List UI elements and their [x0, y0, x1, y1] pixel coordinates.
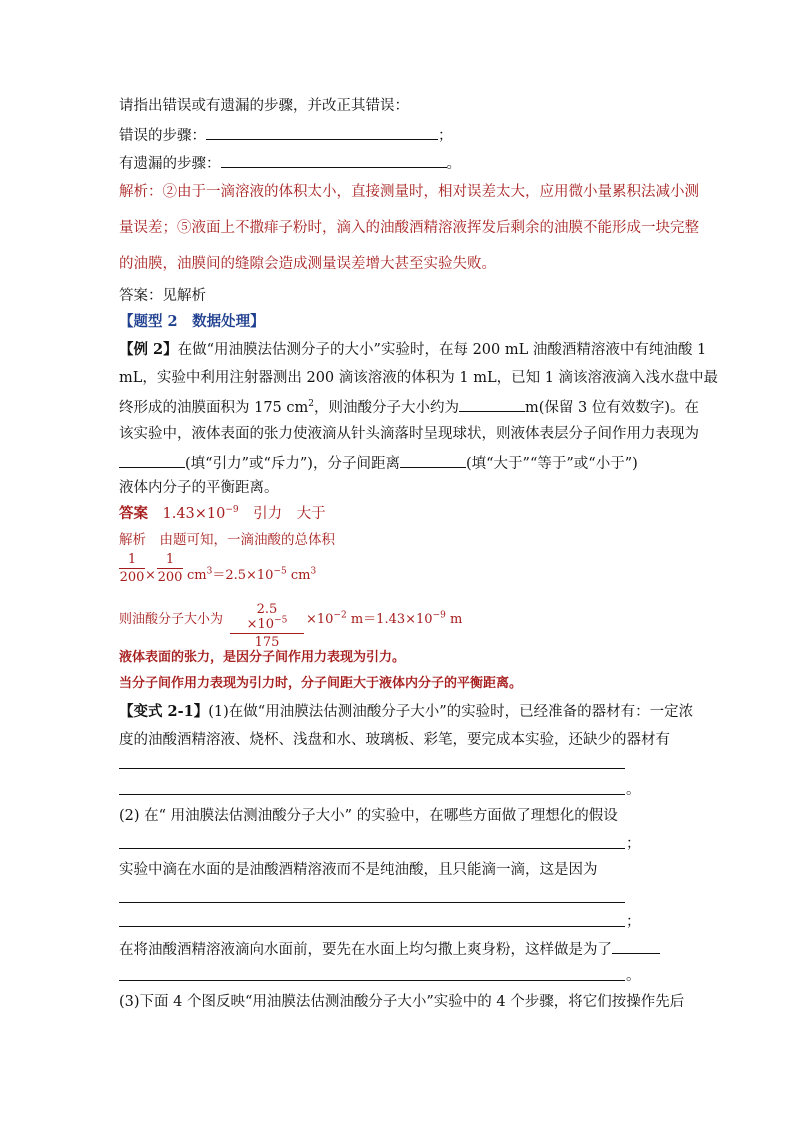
fraction-c-num [230, 598, 304, 632]
example2-line5 [119, 452, 638, 474]
analysis1-line2: 量误差；⑤液面上不撒痱子粉时，滴入的油酸酒精溶液挥发后剩余的油膜不能形成一块完整 [119, 220, 699, 236]
powder-purpose-blank[interactable] [612, 938, 660, 954]
analysis2-line5: 当分子间作用力表现为引力时，分子间距大于液体内分子的平衡距离。 [119, 676, 523, 691]
answer-rule-5[interactable] [119, 926, 625, 927]
example2-line3 [119, 396, 699, 418]
variant21-line1 [119, 702, 693, 722]
example2-sup: 2 [308, 399, 314, 410]
example2-text5a: (填“引力”或“斥力”)，分子间距离 [185, 456, 400, 472]
answer-rule-2[interactable] [119, 794, 625, 795]
answer2-exp: −9 [225, 505, 239, 516]
wrong-step-line [119, 124, 453, 146]
fraction-c-den: 175 [254, 635, 280, 650]
line3-exp1: −2 [333, 610, 347, 621]
example2-text3b: ，则油酸分子大小约为 [314, 400, 459, 416]
example2-line4: 该实验中，液体表面的张力使液滴从针头滴落时呈现球状，则液体表层分子间作用力表现为 [119, 426, 699, 442]
line3-result: m＝1.43×10 [346, 612, 433, 627]
fraction-c-num-exp: −5 [274, 615, 288, 626]
analysis2-line1: 解析 由题可知，一滴油酸的总体积 [119, 532, 335, 548]
eq1-unit2: cm [286, 568, 311, 583]
variant21-q2: (2) 在“ 用油膜法估测油酸分子大小” 的实验中，在哪些方面做了理想化的假设 [119, 808, 618, 824]
line3-exp2: −9 [432, 610, 446, 621]
fraction-a-num: 1 [127, 552, 137, 567]
end-mark-2: ； [626, 836, 641, 852]
fraction-c [230, 598, 304, 650]
example2-tag: 【例 2】 [119, 341, 178, 358]
end-mark-4: 。 [626, 968, 641, 984]
missing-step-blank[interactable] [221, 152, 447, 168]
variant21-q5: (3)下面 4 个图反映“用油膜法估测油酸分子大小”实验中的 4 个步骤，将它们按操作先后 [119, 994, 685, 1010]
eq1-value: ＝2.5×10 [212, 568, 274, 583]
variant21-text1: (1)在做“用油膜法估测油酸分子大小”的实验时，已经准备的器材有：一定浓 [208, 704, 694, 720]
missing-step-end: 。 [446, 156, 461, 172]
analysis2-line4: 液体表面的张力，是因分子间作用力表现为引力。 [119, 650, 406, 665]
answer1: 答案：见解析 [119, 288, 206, 304]
example2-text5b: (填“大于”“等于”或“小于”) [465, 456, 638, 472]
fraction-b [157, 552, 183, 585]
missing-step-line [119, 152, 461, 174]
example2-text3c: m(保留 3 位有效数字)。在 [525, 400, 700, 416]
wrong-step-end: ； [438, 128, 453, 144]
eq1-exp: −5 [273, 566, 287, 577]
fraction-b-num: 1 [165, 552, 175, 567]
example2-line2: mL，实验中利用注射器测出 200 滴该溶液的体积为 1 mL，已知 1 滴该溶液滴入浅水盘中最 [119, 370, 719, 386]
answer-rule-3[interactable] [119, 848, 625, 849]
wrong-step-label: 错误的步骤： [119, 128, 206, 144]
example2-line6: 液体内分子的平衡距离。 [119, 480, 279, 496]
wrong-step-blank[interactable] [206, 124, 438, 140]
end-mark-3: ； [626, 914, 641, 930]
variant21-q4-text: 在将油酸酒精溶液滴向水面前，要先在水面上均匀撒上爽身粉，这样做是为了 [119, 942, 612, 958]
variant21-q3: 实验中滴在水面的是油酸酒精溶液而不是纯油酸，且只能滴一滴，这是因为 [119, 862, 598, 878]
answer-rule-4[interactable] [119, 902, 625, 903]
question-intro: 请指出错误或有遗漏的步骤，并改正其错误： [119, 98, 409, 114]
type2-title: 【题型 2 数据处理】 [119, 313, 265, 330]
fraction-a [119, 552, 145, 585]
eq1-sup2: 3 [310, 566, 317, 577]
variant21-line2: 度的油酸酒精溶液、烧杯、浅盘和水、玻璃板、彩笔，要完成本实验，还缺少的器材有 [119, 732, 670, 748]
example2-text3a: 终形成的油膜面积为 175 cm [119, 400, 309, 416]
eq1-sup: 3 [206, 566, 213, 577]
example2-text1: 在做“用油膜法估测分子的大小”实验时，在每 200 mL 油酸酒精溶液中有纯油酸 1 [177, 342, 707, 358]
variant21-q4 [119, 938, 660, 960]
times-sign: × [145, 568, 156, 583]
analysis1-line3: 的油膜，油膜间的缝隙会造成测量误差增大甚至实验失败。 [119, 256, 496, 272]
fraction-a-den: 200 [119, 570, 145, 585]
fraction-c-num-text: 2.5 ×10 [246, 602, 291, 632]
eq1-unit: cm [187, 568, 207, 583]
answer2 [119, 504, 326, 524]
analysis2-line3-rest [306, 610, 462, 630]
analysis2-line3-label: 则油酸分子大小为 [119, 612, 224, 627]
missing-step-label: 有遗漏的步骤： [119, 156, 221, 172]
answer2-value: 1.43×10 [162, 506, 226, 522]
variant21-tag: 【变式 2-1】 [119, 703, 209, 720]
analysis1-line1: 解析：②由于一滴溶液的体积太小，直接测量时，相对误差太大，应用微小量累积法减小测 [119, 184, 699, 200]
example2-line1 [119, 340, 706, 360]
answer-rule-1[interactable] [119, 768, 625, 769]
fraction-b-den: 200 [157, 570, 183, 585]
answer2-label: 答案 [119, 505, 148, 522]
answer2-rest: 引力 大于 [238, 506, 326, 522]
end-mark-1: 。 [626, 782, 641, 798]
force-blank[interactable] [119, 452, 185, 468]
answer-rule-6[interactable] [119, 980, 625, 981]
line3-unit: m [445, 612, 463, 627]
line3-times: ×10 [306, 612, 334, 627]
molecule-size-blank[interactable] [459, 396, 525, 412]
analysis2-eq1 [187, 566, 316, 586]
distance-blank[interactable] [400, 452, 466, 468]
